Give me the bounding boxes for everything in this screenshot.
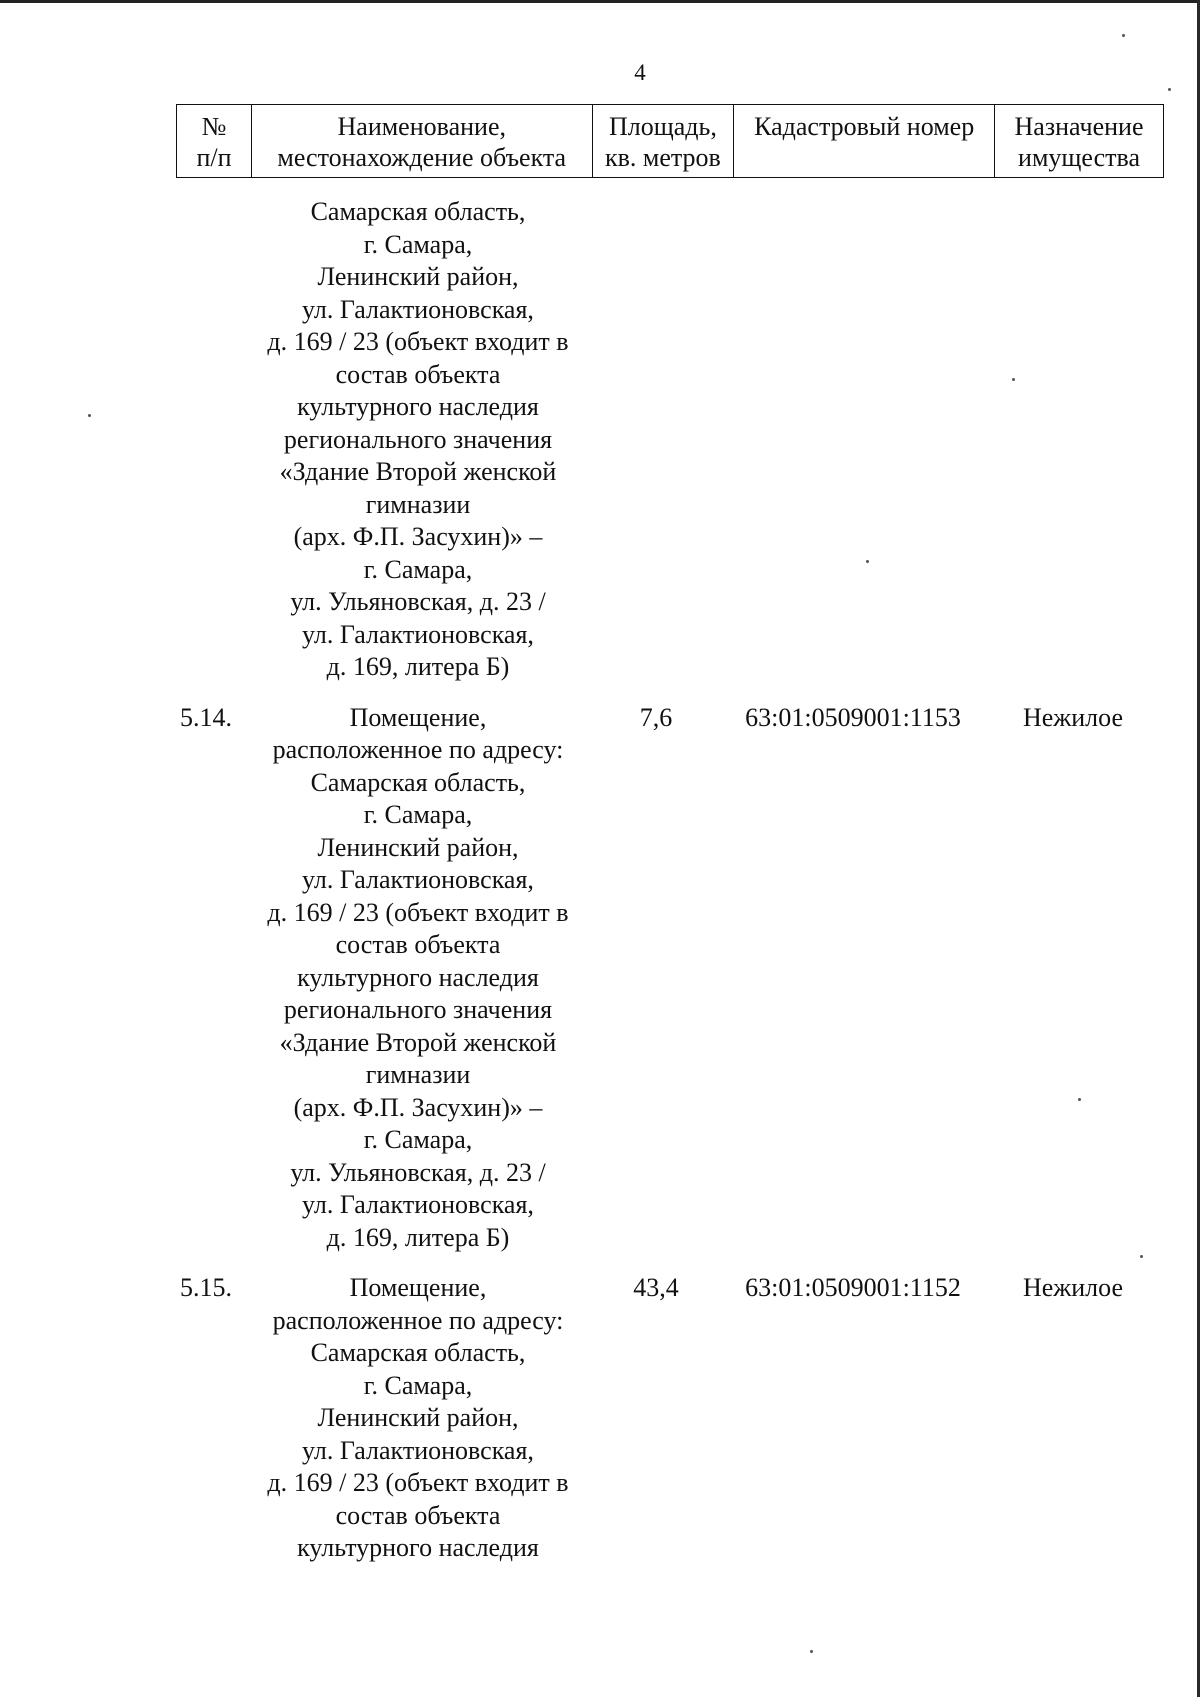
header-col-number-line: п/п	[196, 143, 232, 172]
object-name-line: Самарская область,	[310, 197, 526, 226]
scan-speck	[866, 560, 869, 563]
object-name-line: д. 169 / 23 (объект входит в	[267, 897, 569, 927]
object-name-line: регионального значения	[283, 995, 553, 1024]
page-number: 4	[634, 60, 646, 85]
header-col-number	[177, 105, 252, 178]
scan-speck	[1078, 1098, 1081, 1101]
table-row	[176, 196, 1164, 684]
object-name-line: состав объекта	[335, 1500, 501, 1530]
header-col-name	[251, 105, 592, 178]
object-name-line: расположенное по адресу:	[272, 1305, 564, 1335]
header-col-purpose-line: Назначение	[1014, 112, 1144, 141]
row-cadastral-number: 63:01:0509001:1153	[745, 702, 961, 732]
object-name-line: ул. Галактионовская,	[302, 619, 534, 649]
object-name-line: д. 169, литера Б)	[326, 652, 510, 681]
object-name-line: д. 169, литера Б)	[326, 1222, 510, 1252]
object-name-line: гимназии	[365, 489, 471, 519]
row-purpose: Нежилое	[1022, 1273, 1124, 1302]
object-name-line: состав объекта	[335, 930, 501, 959]
object-name-line: г. Самара,	[363, 1370, 473, 1400]
object-name-line: г. Самара,	[363, 800, 473, 829]
object-name-line: состав объекта	[335, 359, 501, 389]
table-row	[176, 1272, 1164, 1565]
object-name-line: Ленинский район,	[317, 262, 519, 291]
header-col-area	[592, 105, 734, 178]
object-name-line: г. Самара,	[363, 554, 473, 584]
header-col-cadastral	[734, 105, 995, 178]
row-purpose: Нежилое	[1022, 702, 1124, 732]
object-name-line: ул. Ульяновская, д. 23 /	[290, 1157, 546, 1187]
object-name-line: Ленинский район,	[317, 832, 519, 862]
object-name-line: культурного наследия	[297, 1533, 539, 1562]
object-name-line: регионального значения	[283, 424, 553, 454]
object-name-line: г. Самара,	[363, 229, 473, 259]
object-name-line: (арх. Ф.П. Засухин)» –	[293, 1092, 543, 1122]
object-name-line: культурного наследия	[297, 392, 539, 421]
row-area: 43,4	[633, 1273, 679, 1302]
scan-speck	[1122, 34, 1125, 37]
object-name-line: ул. Галактионовская,	[302, 865, 534, 894]
row-object-name	[248, 702, 588, 1255]
object-name-line: «Здание Второй женской	[279, 457, 557, 486]
object-name-line: ул. Галактионовская,	[302, 1190, 534, 1219]
object-name-line: «Здание Второй женской	[279, 1027, 557, 1057]
header-col-number-line: №	[201, 112, 227, 141]
scan-speck	[810, 1650, 813, 1653]
object-name-line: Помещение,	[349, 702, 487, 732]
header-col-area-line: кв. метров	[604, 143, 721, 172]
header-col-name-line: Наименование,	[337, 112, 506, 141]
row-area: 7,6	[639, 702, 673, 732]
object-name-line: Самарская область,	[310, 1338, 526, 1367]
row-object-name	[248, 196, 588, 684]
object-name-line: Помещение,	[349, 1273, 487, 1302]
object-name-line: ул. Галактионовская,	[302, 294, 534, 324]
table-header	[176, 104, 1164, 178]
row-number: 5.15.	[180, 1273, 232, 1302]
row-area	[588, 196, 724, 684]
table-body	[176, 196, 1164, 1583]
row-object-name	[248, 1272, 588, 1565]
scan-speck	[1168, 88, 1171, 91]
object-name-line: ул. Ульяновская, д. 23 /	[290, 587, 546, 616]
row-cadastral-number: 63:01:0509001:1152	[745, 1273, 961, 1302]
object-name-line: г. Самара,	[363, 1125, 473, 1154]
object-name-line: д. 169 / 23 (объект входит в	[267, 327, 569, 356]
row-number	[176, 196, 248, 684]
row-number: 5.14.	[180, 702, 232, 732]
scan-speck	[1140, 1255, 1143, 1258]
header-col-name-line: местонахождение объекта	[277, 143, 567, 172]
header-col-purpose-line: имущества	[1018, 143, 1140, 172]
object-name-line: гимназии	[365, 1060, 471, 1089]
object-name-line: Самарская область,	[310, 767, 526, 797]
object-name-line: (арх. Ф.П. Засухин)» –	[293, 522, 543, 551]
object-name-line: ул. Галактионовская,	[302, 1435, 534, 1465]
table-row	[176, 702, 1164, 1255]
header-col-area-line: Площадь,	[608, 112, 717, 141]
object-name-line: д. 169 / 23 (объект входит в	[267, 1468, 569, 1497]
header-col-cadastral-line: Кадастровый номер	[754, 112, 975, 141]
scan-speck	[1012, 378, 1015, 381]
object-name-line: расположенное по адресу:	[272, 735, 564, 764]
header-col-purpose	[995, 105, 1164, 178]
object-name-line: Ленинский район,	[317, 1403, 519, 1432]
row-cadastral-number	[724, 196, 982, 684]
scan-top-edge	[0, 0, 1200, 3]
scan-speck	[88, 414, 91, 417]
row-purpose	[982, 196, 1164, 684]
object-name-line: культурного наследия	[297, 962, 539, 992]
table-header-row	[177, 105, 1164, 178]
